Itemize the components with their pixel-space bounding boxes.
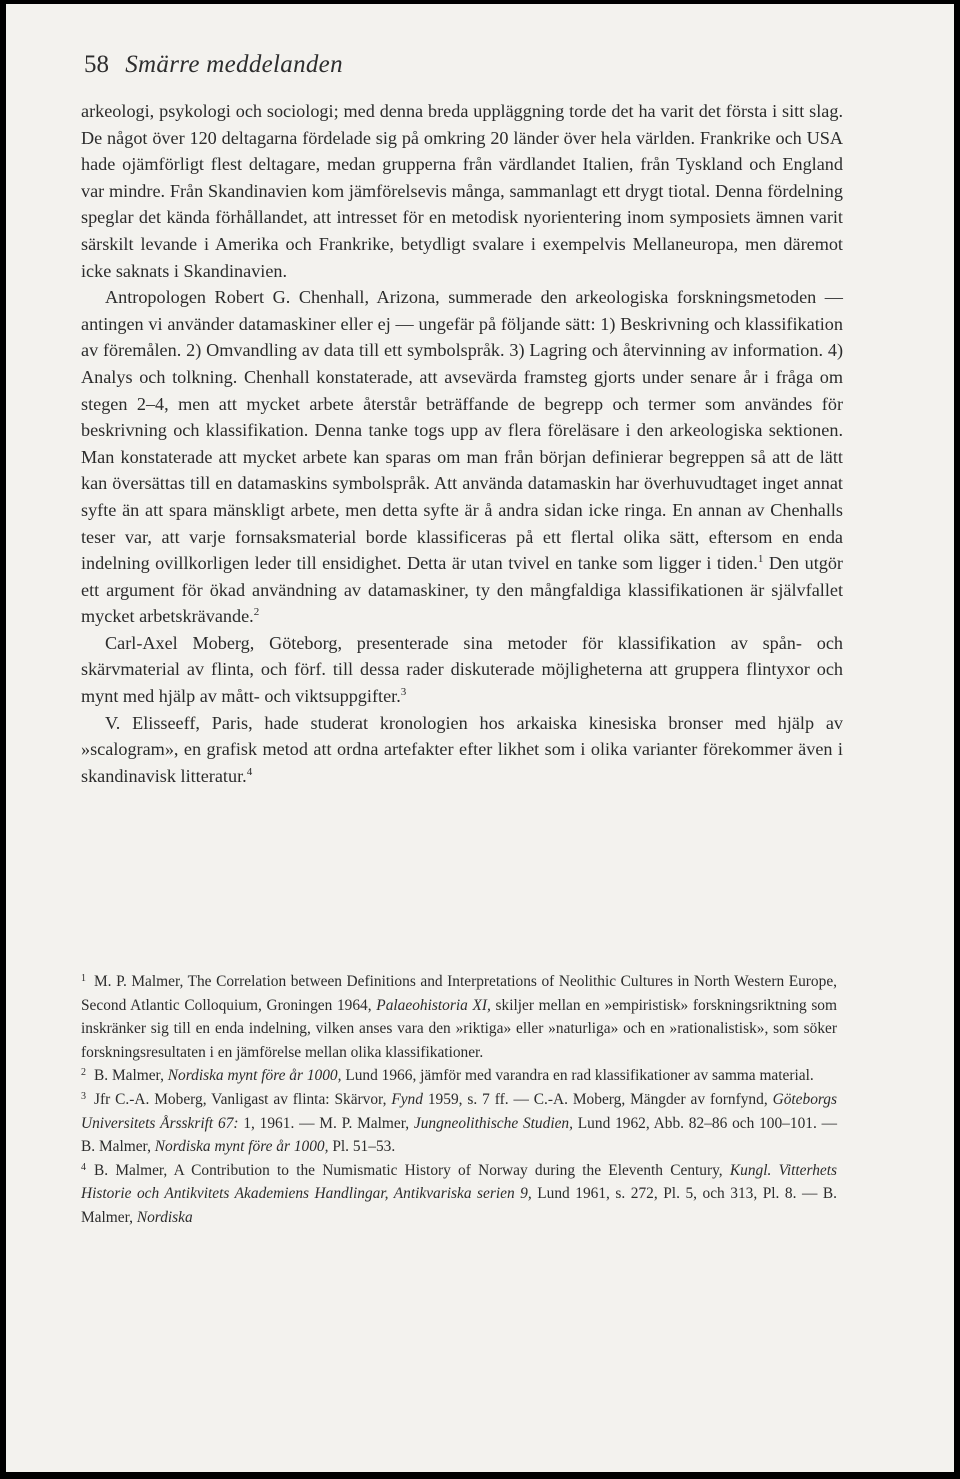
footnote-ref: 2 (253, 606, 260, 619)
footnote-italic-text: Jungneolithische Studien, (413, 1114, 573, 1132)
footnote-ref: 1 (757, 553, 764, 566)
page-header (84, 50, 864, 80)
footnotes (81, 970, 837, 1230)
footnote-text: Lund 1962, Abb. 82–86 och 100–101. — B. Malmer, (81, 1114, 838, 1156)
body-text (81, 98, 843, 789)
footnote-italic-text: Göteborgs Universitets Årsskrift 67: (81, 1090, 837, 1132)
footnote (81, 1064, 837, 1088)
footnote-text: 1959, s. 7 ff. — C.-A. Moberg, Mängder av fornfynd, (422, 1090, 773, 1108)
paragraph (81, 284, 843, 630)
page-number: 58 (84, 51, 109, 78)
footnote-italic-text: Palaeohistoria XI, (376, 996, 491, 1014)
footnote-text: 1, 1961. — M. P. Malmer, (238, 1114, 414, 1132)
footnote-italic-text: Nordiska (136, 1208, 193, 1226)
footnote-ref: 3 (400, 686, 407, 699)
footnote-number: 3 (81, 1090, 86, 1102)
footnote-text: B. Malmer, (94, 1067, 168, 1085)
footnote-italic-text: Fynd (391, 1090, 423, 1108)
paragraph-text: arkeologi, psykologi och sociologi; med denna breda uppläggning torde det ha varit det första i sitt slag. De något över 120 deltagarna fördelade sig på omkring 20 länder över hela världen. Frankrike och USA hade ojämförligt flest deltagare, medan grupperna från värdlandet Italien, från Tyskland och England var mindre. Från Skandinavien kom jämförelsevis många, sammanlagt ett drygt tiotal. Denna fördelning speglar det kända förhållandet, att intresset för en metodisk nyorientering inom symposiets ämnen varit särskilt levande i Amerika och Frankrike, betydligt svalare i exempelvis Mellaneuropa, men däremot icke saknats i Skandinavien. (81, 101, 843, 281)
paragraph-text: V. Elisseeff, Paris, hade studerat kronologien hos arkaiska kinesiska bronser med hjälp av »scalogram», en grafisk metod att ordna artefakter efter likhet som i olika varianter förekommer även i skandinavisk litteratur. (81, 712, 843, 786)
footnote (81, 1159, 837, 1230)
footnote (81, 970, 837, 1064)
paragraph-text: Antropologen Robert G. Chenhall, Arizona, summerade den arkeologiska forskningsmetoden — antingen vi använder datamaskiner eller ej — ungefär på följande sätt: 1) Beskrivning och klassifikation av föremålen. 2) Omvandling av data till ett symbolspråk. 3) Lagring och återvinning av information. 4) Analys och tolkning. Chenhall konstaterade, att avsevärda framsteg gjorts under senare år i fråga om stegen 2–4, men att mycket arbete återstår beträffande de begrepp och termer som användes för beskrivning och klassifikation. Denna tanke togs upp av flera föreläsare i den arkeologiska sektionen. Man konstaterade att mycket arbete kan sparas om man från början definierar begreppen så att de lätt kan översättas till en datamaskins symbolspråk. Att använda datamaskin har överhuvudtaget inget annat syfte än att spara mänskligt arbete, men detta syfte är å andra sidan icke ringa. En annan av Chenhalls teser var, att varje fornsaksmaterial borde klassificeras på ett flertal olika sätt, eftersom en enda indelning ovillkorligen leder till ensidighet. Detta är utan tvivel en tanke som ligger i tiden. (81, 287, 843, 574)
footnote-number: 1 (81, 973, 86, 984)
footnote-italic-text: Kungl. Vitterhets Historie och Antikvitets Akademiens Handlingar, Antikvariska serien 9, (81, 1161, 837, 1203)
footnote-text: Lund 1966, jämför med varandra en rad klassifikationer av samma material. (341, 1067, 814, 1085)
footnote-text: skiljer mellan en »empiristisk» forskningsriktning som inskränker sig till en enda indelning, vilken anses vara den »riktiga» eller »naturliga» och en »rationalistisk», som söker forskningsresultaten i en jämförelse mellan olika klassifikationer. (81, 996, 837, 1061)
footnote-number: 4 (81, 1161, 86, 1173)
paragraph (81, 630, 843, 710)
footnote (81, 1088, 837, 1159)
paragraph (81, 710, 843, 790)
footnote-italic-text: Nordiska mynt före år 1000, (154, 1138, 329, 1156)
footnote-italic-text: Nordiska mynt före år 1000, (167, 1067, 342, 1085)
paragraph-text: Den utgör ett argument för ökad användning av datamaskiner, ty den mångfaldiga klassifikationen är självfallet mycket arbetskrävande. (81, 553, 843, 627)
footnote-number: 2 (81, 1067, 86, 1079)
footnote-ref: 4 (246, 765, 253, 778)
book-page (6, 4, 954, 1472)
footnote-text: Lund 1961, s. 272, Pl. 5, och 313, Pl. 8. — B. Malmer, (81, 1185, 838, 1226)
footnote-text: Pl. 51–53. (328, 1138, 396, 1156)
footnote-text: B. Malmer, A Contribution to the Numismatic History of Norway during the Eleventh Century, (94, 1161, 730, 1179)
running-head: Smärre meddelanden (125, 51, 343, 78)
paragraph-text: Carl-Axel Moberg, Göteborg, presenterade sina metoder för klassifikation av spån- och skärvmaterial av flinta, och förf. till dessa rader diskuterade möjligheterna att gruppera flintyxor och mynt med hjälp av mått- och viktsuppgifter. (81, 632, 843, 707)
footnote-text: Jfr C.-A. Moberg, Vanligast av flinta: Skärvor, (94, 1090, 392, 1108)
paragraph (81, 98, 843, 284)
footnote-text: M. P. Malmer, The Correlation between Definitions and Interpretations of Neolithic Cultures in North Western Europe, Second Atlantic Colloquium, Groningen 1964, (81, 973, 837, 1014)
